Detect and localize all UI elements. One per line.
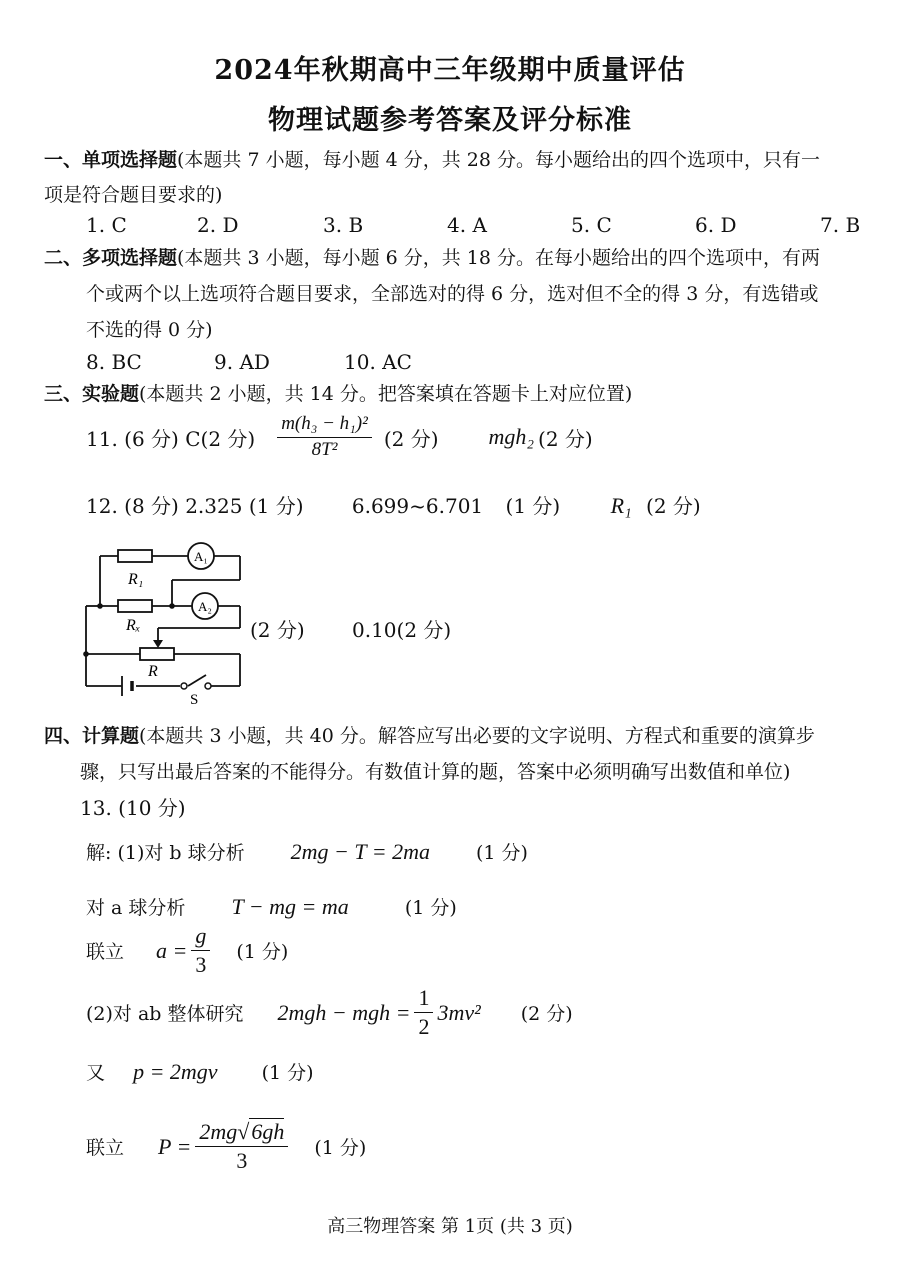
label-a1: A₁ [194,549,208,564]
section1-note-line1: (本题共 7 小题，每小题 4 分，共 28 分。每小题给出的四个选项中，只有一 [177,149,821,171]
q13-step6-den: 3 [236,1148,248,1174]
q12-range: 6.699~6.701 [351,494,484,518]
q11-prefix: 11. (6 分) C(2 分) [86,426,256,451]
section4-heading: 四、计算题 [44,725,140,747]
q11-expr2: mgh₂ [488,424,535,450]
q11-score-a: (2 分) [383,426,439,451]
q13-step3-score: (1 分) [236,941,289,964]
page-title: 2024年秋期高中三年级期中质量评估 [214,55,686,86]
q13-step4-num: 1 [414,986,433,1013]
q13-step6-num-a: 2mg [199,1119,238,1144]
section1-answer-3: 3. B [323,213,364,237]
section3-note: (本题共 2 小题，共 14 分。把答案填在答题卡上对应位置) [139,383,633,405]
q13-step5 [86,1058,314,1085]
q13-step4-score: (2 分) [520,1003,573,1026]
section1-answer-5: 5. C [571,213,612,237]
section2-answer-10: 10. AC [344,350,412,374]
q13-step2-label: 对 a 球分析 [86,897,186,919]
q12-score-b: (2 分) [646,494,701,518]
page-subtitle: 物理试题参考答案及评分标准 [268,105,632,136]
q13-step1 [86,838,528,865]
section4-line1 [44,718,815,754]
q12-r1: R₁ [610,493,632,518]
q13-step3 [86,924,288,977]
q13-step1-score: (1 分) [476,842,528,864]
q13-step5-label: 又 [86,1062,106,1084]
section1-line1 [44,142,820,178]
page-footer: 高三物理答案 第 1页 (共 3 页) [327,1216,573,1237]
q13-step6-num: 2mg√6gh [195,1120,288,1147]
q13-step1-eq: 2mg − T = 2ma [290,839,430,864]
label-r1: R₁ [128,571,144,588]
q13-step3-num: g [191,924,210,951]
q13-step4-lhs: 2mgh − mgh = [277,999,411,1025]
q11-fraction [277,414,372,461]
label-s: S [190,692,199,706]
q13-step6-score: (1 分) [314,1137,367,1160]
q13-step4-label: (2)对 ab 整体研究 [86,1003,244,1026]
section4-note-line1: (本题共 3 小题，共 40 分。解答应写出必要的文字说明、方程式和重要的演算步 [139,725,815,747]
q12-circuit-score: (2 分) [250,618,305,642]
section3-heading: 三、实验题 [44,383,140,405]
q13-step6 [86,1120,366,1173]
section1-answer-1: 1. C [86,213,127,237]
q13-step2 [86,893,457,920]
section1-answer-7: 7. B [820,213,861,237]
section3-line1 [44,376,632,412]
q13-step4-rhs: 3mv² [437,999,481,1025]
q13-step6-frac [195,1120,288,1173]
section2-answer-9: 9. AD [214,350,270,374]
q13-step6-num-sqrt: 6gh [251,1119,285,1144]
section2-note-line3: 不选的得 0 分) [86,319,213,341]
q13-step3-frac [191,924,210,977]
circuit-diagram [80,538,260,706]
q13-step2-eq: T − mg = ma [231,894,349,919]
q13-step3-label: 联立 [86,941,125,964]
q13-step5-eq: p = 2mgv [133,1059,218,1084]
q13-step3-den: 3 [195,952,207,978]
section2-heading: 二、多项选择题 [44,247,178,269]
q13-step4 [86,986,573,1039]
label-r: R [148,663,158,680]
q13-step4-den: 2 [418,1014,430,1040]
section1-answer-2: 2. D [197,213,239,237]
section1-heading: 一、单项选择题 [44,149,178,171]
section1-answer-4: 4. A [447,213,487,237]
section1-note-line2: 项是符合题目要求的) [44,184,223,206]
q13-step1-label: 解: (1)对 b 球分析 [86,842,245,864]
q11-frac-den: 8T² [311,438,338,460]
q11-score-b: (2 分) [538,426,593,451]
q12-prefix: 12. (8 分) 2.325 (1 分) [86,494,304,518]
q13-step5-score: (1 分) [261,1062,314,1084]
section2-answer-8: 8. BC [86,350,142,374]
section2-note-line2: 个或两个以上选项符合题目要求，全部选对的得 6 分，选对但不全的得 3 分，有选错或 [86,283,819,305]
section2-note-line1: (本题共 3 小题，每小题 6 分，共 18 分。在每小题给出的四个选项中，有两 [177,247,821,269]
q11-frac-num: m(h₃ − h₁)² [277,414,372,438]
q12-score-a: (1 分) [505,494,561,518]
label-rx: Rₓ [126,617,141,634]
q13-step6-label: 联立 [86,1137,125,1160]
section2-line1 [44,240,820,276]
section1-answer-6: 6. D [695,213,737,237]
q13-step6-lhs: P = [158,1133,192,1159]
q13-step4-frac [414,986,433,1039]
section4-note-line2: 骤，只写出最后答案的不能得分。有数值计算的题，答案中必须明确写出数值和单位) [80,761,791,783]
q13-step2-score: (1 分) [404,897,457,919]
label-a2: A₂ [198,599,212,614]
q12-answer [86,490,701,519]
q13-title: 13. (10 分) [80,796,186,820]
q13-step3-lhs: a = [156,937,188,963]
q11-answer [86,414,593,461]
q12-last: 0.10(2 分) [352,618,452,642]
